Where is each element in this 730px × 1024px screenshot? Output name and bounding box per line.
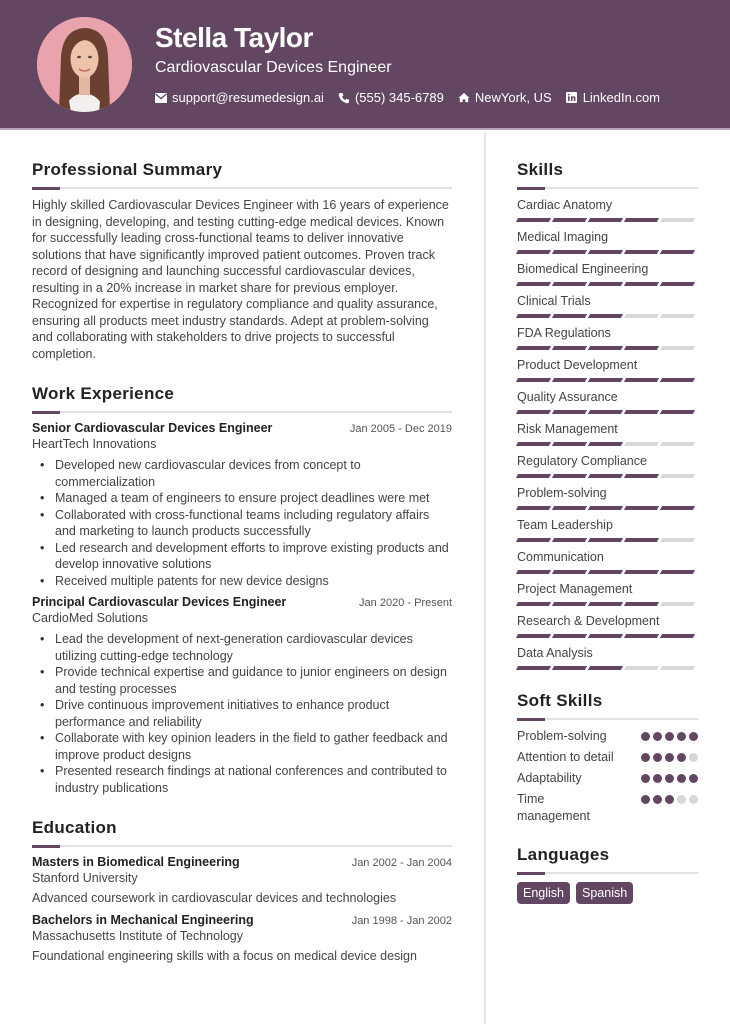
- level-bar-filled: [552, 314, 587, 318]
- bullet-item: • Drive continuous improvement initiatives to enhance product performance and reliability: [32, 697, 452, 730]
- level-bar-empty: [660, 666, 695, 670]
- rating-dot-filled: [665, 795, 674, 804]
- skill-name: Regulatory Compliance: [517, 454, 647, 468]
- soft-skill-item: [517, 791, 698, 825]
- level-bar-empty: [624, 442, 659, 446]
- candidate-name: Stella Taylor: [155, 22, 313, 53]
- rating-dot-filled: [653, 774, 662, 783]
- soft-skill-item: [517, 728, 698, 745]
- bullet-item: • Developed new cardiovascular devices from concept to commercialization: [32, 457, 452, 490]
- skill-name: Biomedical Engineering: [517, 262, 649, 276]
- level-bar-empty: [660, 218, 695, 222]
- level-bar-filled: [624, 378, 659, 382]
- contact-linkedin[interactable]: [566, 90, 660, 105]
- level-bar-filled: [552, 474, 587, 478]
- level-bar-filled: [588, 602, 623, 606]
- level-bar-filled: [516, 570, 551, 574]
- job-entry: [32, 595, 452, 796]
- rating-dot-filled: [641, 774, 650, 783]
- job-company: HeartTech Innovations: [32, 437, 157, 451]
- level-bar-filled: [660, 250, 695, 254]
- skill-name: Problem-solving: [517, 486, 607, 500]
- skill-level-bars: [517, 538, 698, 542]
- rating-dot-filled: [665, 774, 674, 783]
- level-bar-filled: [624, 506, 659, 510]
- level-bar-filled: [624, 250, 659, 254]
- skill-name: Team Leadership: [517, 518, 613, 532]
- level-bar-filled: [588, 314, 623, 318]
- level-bar-filled: [660, 410, 695, 414]
- level-bar-filled: [516, 250, 551, 254]
- job-role: Principal Cardiovascular Devices Engineer: [32, 595, 287, 609]
- soft-skill-name: Adaptability: [517, 771, 582, 785]
- skill-level-bars: [517, 282, 698, 286]
- school: Stanford University: [32, 871, 138, 885]
- level-bar-empty: [660, 442, 695, 446]
- language-list: [517, 882, 698, 904]
- level-bar-filled: [588, 570, 623, 574]
- bullet-item: • Received multiple patents for new device designs: [32, 573, 452, 590]
- education-entry: [32, 913, 452, 963]
- job-role: Senior Cardiovascular Devices Engineer: [32, 421, 273, 435]
- skill-item: [517, 581, 698, 606]
- school: Massachusetts Institute of Technology: [32, 929, 243, 943]
- skill-level-bars: [517, 218, 698, 222]
- level-bar-filled: [588, 346, 623, 350]
- section-rule: [517, 718, 698, 720]
- skill-level-bars: [517, 602, 698, 606]
- section-heading: Work Experience: [32, 384, 175, 403]
- level-bar-filled: [624, 602, 659, 606]
- job-dates: Jan 2005 - Dec 2019: [349, 423, 452, 435]
- skill-item: [517, 325, 698, 350]
- level-bar-filled: [660, 634, 695, 638]
- skill-level-bars: [517, 474, 698, 478]
- soft-skill-item: [517, 770, 698, 787]
- level-bar-empty: [624, 666, 659, 670]
- rating-dot-filled: [665, 753, 674, 762]
- skill-name: Communication: [517, 550, 604, 564]
- skill-level-bars: [517, 634, 698, 638]
- education-description: Advanced coursework in cardiovascular devices and technologies: [32, 891, 397, 905]
- level-bar-filled: [516, 378, 551, 382]
- education-section: [32, 818, 452, 963]
- soft-skills-list: [517, 728, 698, 825]
- level-bar-empty: [660, 314, 695, 318]
- section-heading: Professional Summary: [32, 160, 223, 179]
- skill-item: [517, 613, 698, 638]
- skill-level-bars: [517, 666, 698, 670]
- bullet-item: • Collaborated with cross-functional teams including regulatory affairs and marketing to launch products successfully: [32, 507, 452, 540]
- contact-email-text: support@resumedesign.ai: [172, 90, 324, 105]
- language-tag: English: [517, 882, 570, 904]
- soft-skill-rating: [641, 728, 698, 745]
- level-bar-filled: [552, 666, 587, 670]
- section-heading: Soft Skills: [517, 691, 603, 710]
- level-bar-filled: [552, 218, 587, 222]
- skill-item: [517, 389, 698, 414]
- experience-section: [32, 384, 452, 796]
- skill-item: [517, 229, 698, 254]
- column-divider: [484, 132, 486, 1024]
- skill-name: FDA Regulations: [517, 326, 611, 340]
- education-description: Foundational engineering skills with a focus on medical device design: [32, 949, 417, 963]
- level-bar-filled: [516, 346, 551, 350]
- job-dates: Jan 2020 - Present: [359, 597, 452, 609]
- level-bar-filled: [516, 506, 551, 510]
- rating-dot-filled: [677, 732, 686, 741]
- skill-item: [517, 485, 698, 510]
- level-bar-filled: [660, 506, 695, 510]
- skill-name: Product Development: [517, 358, 638, 372]
- rating-dot-empty: [689, 795, 698, 804]
- education-entry: [32, 855, 452, 905]
- section-heading: Skills: [517, 160, 564, 179]
- level-bar-empty: [660, 602, 695, 606]
- rating-dot-filled: [641, 795, 650, 804]
- languages-section: [517, 845, 698, 904]
- level-bar-filled: [660, 378, 695, 382]
- section-rule: [517, 187, 698, 189]
- level-bar-filled: [516, 602, 551, 606]
- skill-level-bars: [517, 410, 698, 414]
- level-bar-filled: [588, 666, 623, 670]
- envelope-icon: [155, 92, 167, 104]
- section-rule: [32, 187, 452, 189]
- skills-list: [517, 197, 698, 670]
- skill-item: [517, 517, 698, 542]
- section-rule: [517, 872, 698, 874]
- level-bar-filled: [588, 634, 623, 638]
- section-heading: Languages: [517, 845, 610, 864]
- summary-text: Highly skilled Cardiovascular Devices Engineer with 16 years of experience in designing, developing, and testing cutting-edge medical devices. Known for successfully leading cross-functional teams to deliver innovative solutions that have significantly improved patient outcomes. Proven track record of designing and launching successful cardiovascular devices, resulting in a 20% increase in market share for previous employer. Recognized for expertise in regulatory compliance and quality assurance, ensuring all products meet industry standards. Adept at problem-solving and collaborating with stakeholders to drive projects to successful completion.: [32, 198, 449, 361]
- level-bar-filled: [552, 410, 587, 414]
- level-bar-filled: [516, 474, 551, 478]
- skill-name: Project Management: [517, 582, 633, 596]
- level-bar-filled: [624, 218, 659, 222]
- contact-email[interactable]: [155, 90, 324, 105]
- skill-item: [517, 421, 698, 446]
- level-bar-filled: [516, 538, 551, 542]
- portrait-icon: [37, 17, 132, 112]
- soft-skill-rating: [641, 791, 698, 825]
- skill-name: Quality Assurance: [517, 390, 618, 404]
- rating-dot-filled: [665, 732, 674, 741]
- education-dates: Jan 1998 - Jan 2002: [351, 915, 452, 927]
- level-bar-empty: [660, 346, 695, 350]
- level-bar-filled: [588, 442, 623, 446]
- rating-dot-filled: [689, 732, 698, 741]
- skill-level-bars: [517, 346, 698, 350]
- contact-phone-text: (555) 345-6789: [354, 90, 444, 105]
- level-bar-filled: [588, 218, 623, 222]
- soft-skill-rating: [641, 749, 698, 766]
- skill-name: Data Analysis: [517, 646, 593, 660]
- rating-dot-filled: [677, 774, 686, 783]
- level-bar-filled: [624, 570, 659, 574]
- skill-name: Clinical Trials: [517, 294, 591, 308]
- level-bar-filled: [552, 538, 587, 542]
- skills-section: [517, 160, 698, 670]
- level-bar-filled: [552, 250, 587, 254]
- contact-location: [458, 90, 552, 105]
- skill-name: Medical Imaging: [517, 230, 609, 244]
- rating-dot-empty: [689, 753, 698, 762]
- section-rule: [32, 411, 452, 413]
- level-bar-filled: [624, 410, 659, 414]
- bullet-item: • Managed a team of engineers to ensure project deadlines were met: [32, 490, 452, 507]
- skill-item: [517, 293, 698, 318]
- soft-skill-name: Problem-solving: [517, 729, 607, 743]
- profile-photo: [37, 17, 132, 112]
- contact-location-text: NewYork, US: [474, 90, 552, 105]
- level-bar-filled: [552, 634, 587, 638]
- job-entry: [32, 421, 452, 589]
- soft-skill-rating: [641, 770, 698, 787]
- contact-list: [155, 90, 660, 105]
- level-bar-empty: [660, 474, 695, 478]
- rating-dot-filled: [689, 774, 698, 783]
- rating-dot-filled: [653, 795, 662, 804]
- bullet-item: • Led research and development efforts to improve existing products and develop innovative solutions: [32, 540, 452, 573]
- skill-level-bars: [517, 314, 698, 318]
- level-bar-empty: [624, 314, 659, 318]
- level-bar-filled: [588, 410, 623, 414]
- skill-item: [517, 645, 698, 670]
- main-column: [32, 160, 452, 971]
- level-bar-filled: [624, 346, 659, 350]
- level-bar-filled: [516, 666, 551, 670]
- level-bar-filled: [588, 474, 623, 478]
- education-dates: Jan 2002 - Jan 2004: [351, 857, 452, 869]
- level-bar-filled: [588, 282, 623, 286]
- level-bar-filled: [516, 634, 551, 638]
- level-bar-filled: [624, 538, 659, 542]
- sidebar-column: [517, 160, 698, 904]
- level-bar-filled: [624, 634, 659, 638]
- skill-name: Cardiac Anatomy: [517, 198, 613, 212]
- contact-phone[interactable]: [338, 90, 444, 105]
- rating-dot-empty: [677, 795, 686, 804]
- bullet-item: • Collaborate with key opinion leaders in the field to gather feedback and improve product designs: [32, 730, 452, 763]
- rating-dot-filled: [653, 732, 662, 741]
- phone-icon: [338, 92, 350, 104]
- skill-level-bars: [517, 506, 698, 510]
- rating-dot-filled: [641, 732, 650, 741]
- level-bar-filled: [660, 570, 695, 574]
- contact-linkedin-text: LinkedIn.com: [582, 90, 661, 105]
- level-bar-filled: [516, 282, 551, 286]
- bullet-item: • Provide technical expertise and guidance to junior engineers on design and testing processes: [32, 664, 452, 697]
- level-bar-filled: [552, 378, 587, 382]
- section-rule: [32, 845, 452, 847]
- level-bar-filled: [660, 282, 695, 286]
- level-bar-filled: [552, 282, 587, 286]
- level-bar-filled: [516, 218, 551, 222]
- level-bar-filled: [516, 314, 551, 318]
- bullet-item: • Presented research findings at national conferences and contributed to industry publications: [32, 763, 452, 796]
- level-bar-filled: [516, 442, 551, 446]
- skill-name: Risk Management: [517, 422, 618, 436]
- skill-level-bars: [517, 442, 698, 446]
- rating-dot-filled: [677, 753, 686, 762]
- skill-name: Research & Development: [517, 614, 660, 628]
- soft-skill-item: [517, 749, 698, 766]
- level-bar-filled: [624, 282, 659, 286]
- job-bullets: [32, 457, 452, 589]
- soft-skill-name: Attention to detail: [517, 750, 614, 764]
- bullet-item: • Lead the development of next-generation cardiovascular devices utilizing cutting-edge technology: [32, 631, 452, 664]
- skill-item: [517, 549, 698, 574]
- level-bar-filled: [552, 570, 587, 574]
- level-bar-filled: [588, 506, 623, 510]
- degree: Masters in Biomedical Engineering: [32, 855, 240, 869]
- skill-level-bars: [517, 378, 698, 382]
- resume-header: [0, 0, 730, 130]
- level-bar-filled: [588, 538, 623, 542]
- skill-item: [517, 357, 698, 382]
- level-bar-filled: [588, 378, 623, 382]
- skill-item: [517, 453, 698, 478]
- job-bullets: [32, 631, 452, 796]
- level-bar-filled: [552, 346, 587, 350]
- language-tag: Spanish: [576, 882, 633, 904]
- soft-skill-name: Time management: [517, 792, 590, 823]
- level-bar-filled: [588, 250, 623, 254]
- section-heading: Education: [32, 818, 117, 837]
- linkedin-icon: [566, 92, 578, 104]
- level-bar-empty: [660, 538, 695, 542]
- rating-dot-filled: [641, 753, 650, 762]
- level-bar-filled: [552, 442, 587, 446]
- candidate-title: Cardiovascular Devices Engineer: [155, 59, 392, 76]
- degree: Bachelors in Mechanical Engineering: [32, 913, 254, 927]
- level-bar-filled: [552, 602, 587, 606]
- level-bar-filled: [624, 474, 659, 478]
- skill-level-bars: [517, 250, 698, 254]
- home-icon: [458, 92, 470, 104]
- skill-level-bars: [517, 570, 698, 574]
- skill-item: [517, 261, 698, 286]
- level-bar-filled: [516, 410, 551, 414]
- job-company: CardioMed Solutions: [32, 611, 149, 625]
- soft-skills-section: [517, 691, 698, 825]
- skill-item: [517, 197, 698, 222]
- summary-section: [32, 160, 452, 362]
- level-bar-filled: [552, 506, 587, 510]
- rating-dot-filled: [653, 753, 662, 762]
